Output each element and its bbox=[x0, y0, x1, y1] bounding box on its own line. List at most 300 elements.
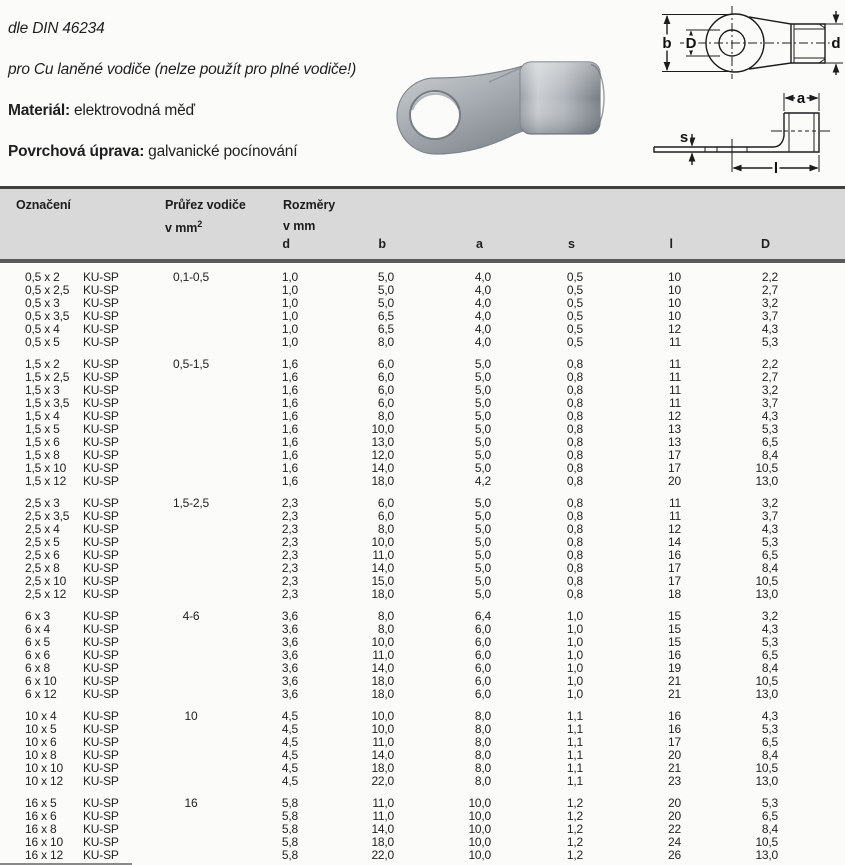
table-row bbox=[25, 849, 845, 862]
cell-s: 1,2 bbox=[566, 809, 583, 823]
cell-l: 10 bbox=[668, 283, 681, 297]
col-header-cross-section: Průřez vodiče bbox=[165, 198, 246, 212]
cell-d: 1,0 bbox=[281, 296, 298, 310]
cell-a: 5,0 bbox=[474, 535, 491, 549]
table-row bbox=[25, 462, 845, 475]
material-value: elektrovodná měď bbox=[73, 102, 195, 119]
cell-designation-size: 2,5 x 5 bbox=[25, 535, 60, 549]
cell-s: 1,0 bbox=[566, 635, 583, 649]
cell-cross-section bbox=[143, 849, 239, 862]
cell-designation-type: KU-SP bbox=[83, 561, 119, 575]
cell-d: 4,5 bbox=[281, 774, 298, 788]
cell-designation-size: 6 x 12 bbox=[25, 687, 57, 701]
dim-label-d: d bbox=[831, 35, 841, 52]
cell-d: 3,6 bbox=[281, 687, 298, 701]
cell-s: 0,8 bbox=[566, 509, 583, 523]
cell-designation-type: KU-SP bbox=[83, 835, 119, 849]
cell-designation-size: 2,5 x 4 bbox=[25, 522, 60, 536]
cell-a: 5,0 bbox=[474, 496, 491, 510]
cell-l: 11 bbox=[668, 357, 681, 371]
surface-line bbox=[8, 143, 297, 161]
cell-d: 1,6 bbox=[281, 435, 298, 449]
cell-b: 8,0 bbox=[377, 522, 394, 536]
cell-b: 18,0 bbox=[371, 761, 394, 775]
cell-D: 10,5 bbox=[755, 574, 778, 588]
product-photo bbox=[373, 38, 623, 186]
cell-designation-type: KU-SP bbox=[83, 587, 119, 601]
cell-l: 16 bbox=[668, 548, 681, 562]
cell-a: 5,0 bbox=[474, 357, 491, 371]
cell-b: 11,0 bbox=[372, 548, 394, 562]
cell-a: 8,0 bbox=[474, 709, 491, 723]
table-row bbox=[25, 271, 845, 284]
cell-cross-section bbox=[143, 649, 239, 662]
cell-a: 10,0 bbox=[468, 822, 491, 836]
cell-designation-type: KU-SP bbox=[83, 661, 119, 675]
cell-a: 5,0 bbox=[474, 522, 491, 536]
cell-D: 5,3 bbox=[761, 722, 778, 736]
cell-l: 17 bbox=[668, 448, 681, 462]
table-row bbox=[25, 575, 845, 588]
cell-designation-type: KU-SP bbox=[83, 322, 119, 336]
cell-D: 3,7 bbox=[761, 396, 778, 410]
cell-l: 15 bbox=[668, 635, 681, 649]
cell-d: 5,8 bbox=[281, 809, 298, 823]
table-row bbox=[25, 510, 845, 523]
material-label: Materiál: bbox=[8, 102, 70, 119]
cell-a: 5,0 bbox=[474, 461, 491, 475]
cell-b: 10,0 bbox=[371, 535, 394, 549]
cell-cross-section bbox=[143, 423, 239, 436]
table-row bbox=[25, 397, 845, 410]
table-row bbox=[25, 662, 845, 675]
cell-l: 21 bbox=[668, 761, 681, 775]
cell-designation-type: KU-SP bbox=[83, 648, 119, 662]
cell-l: 20 bbox=[668, 474, 681, 488]
cell-designation-type: KU-SP bbox=[83, 448, 119, 462]
cell-cross-section bbox=[143, 510, 239, 523]
cell-l: 21 bbox=[668, 687, 681, 701]
cell-l: 17 bbox=[668, 574, 681, 588]
cell-d: 3,6 bbox=[281, 648, 298, 662]
cell-d: 1,6 bbox=[281, 448, 298, 462]
cell-designation-type: KU-SP bbox=[83, 809, 119, 823]
table-row bbox=[25, 475, 845, 488]
cell-d: 4,5 bbox=[281, 735, 298, 749]
cell-d: 2,3 bbox=[281, 548, 298, 562]
cell-d: 3,6 bbox=[281, 661, 298, 675]
cell-b: 8,0 bbox=[377, 409, 394, 423]
cell-d: 2,3 bbox=[281, 535, 298, 549]
cell-s: 0,5 bbox=[566, 322, 583, 336]
cell-a: 6,0 bbox=[474, 635, 491, 649]
table-row bbox=[25, 775, 845, 788]
cell-D: 3,7 bbox=[761, 309, 778, 323]
dim-label-D: D bbox=[685, 35, 697, 52]
cell-designation-type: KU-SP bbox=[83, 548, 119, 562]
cell-a: 5,0 bbox=[474, 587, 491, 601]
cell-d: 3,6 bbox=[281, 609, 298, 623]
cell-d: 4,5 bbox=[281, 748, 298, 762]
cell-s: 1,1 bbox=[566, 748, 583, 762]
table-row bbox=[25, 549, 845, 562]
table-row bbox=[25, 675, 845, 688]
cell-D: 10,5 bbox=[755, 835, 778, 849]
cell-d: 3,6 bbox=[281, 674, 298, 688]
cell-D: 4,3 bbox=[761, 522, 778, 536]
cell-l: 10 bbox=[668, 270, 681, 284]
table-row bbox=[25, 736, 845, 749]
cell-cross-section bbox=[143, 588, 239, 601]
cell-designation-type: KU-SP bbox=[83, 822, 119, 836]
cell-a: 10,0 bbox=[468, 796, 491, 810]
table-header bbox=[0, 186, 845, 263]
cell-s: 1,1 bbox=[566, 774, 583, 788]
cell-a: 8,0 bbox=[474, 748, 491, 762]
cell-cross-section bbox=[143, 436, 239, 449]
cell-designation-size: 1,5 x 12 bbox=[25, 474, 67, 488]
cell-l: 10 bbox=[668, 296, 681, 310]
cell-b: 8,0 bbox=[377, 609, 394, 623]
cell-designation-size: 2,5 x 12 bbox=[25, 587, 67, 601]
cell-D: 6,5 bbox=[761, 809, 778, 823]
cell-cross-section bbox=[143, 410, 239, 423]
cell-s: 0,8 bbox=[566, 422, 583, 436]
cell-l: 20 bbox=[668, 748, 681, 762]
cell-designation-size: 2,5 x 3 bbox=[25, 496, 60, 510]
surface-value: galvanické pocínování bbox=[148, 143, 298, 160]
col-header-l: l bbox=[669, 237, 673, 251]
cell-d: 1,0 bbox=[281, 335, 298, 349]
cell-designation-type: KU-SP bbox=[83, 535, 119, 549]
cell-b: 18,0 bbox=[371, 687, 394, 701]
cell-D: 13,0 bbox=[755, 848, 778, 862]
cell-designation-size: 16 x 12 bbox=[25, 848, 63, 862]
table-row bbox=[25, 810, 845, 823]
cell-designation-type: KU-SP bbox=[83, 461, 119, 475]
cell-s: 0,8 bbox=[566, 574, 583, 588]
cell-l: 16 bbox=[668, 709, 681, 723]
cell-l: 11 bbox=[668, 370, 681, 384]
cell-D: 5,3 bbox=[761, 635, 778, 649]
cell-a: 4,0 bbox=[474, 309, 491, 323]
cell-b: 5,0 bbox=[377, 296, 394, 310]
cell-cross-section: 4-6 bbox=[182, 609, 200, 623]
cell-designation-type: KU-SP bbox=[83, 761, 119, 775]
cell-cross-section: 0,1-0,5 bbox=[173, 270, 209, 284]
cell-s: 0,8 bbox=[566, 435, 583, 449]
cell-a: 4,0 bbox=[474, 283, 491, 297]
cell-designation-type: KU-SP bbox=[83, 283, 119, 297]
cell-b: 22,0 bbox=[371, 848, 394, 862]
cell-D: 4,3 bbox=[761, 322, 778, 336]
table-row bbox=[25, 336, 845, 349]
cell-designation-size: 0,5 x 2,5 bbox=[25, 283, 70, 297]
cell-cross-section bbox=[143, 749, 239, 762]
cell-cross-section bbox=[143, 810, 239, 823]
cell-a: 10,0 bbox=[468, 835, 491, 849]
cell-l: 15 bbox=[668, 622, 681, 636]
cell-d: 5,8 bbox=[281, 796, 298, 810]
cell-designation-size: 1,5 x 8 bbox=[25, 448, 60, 462]
cell-designation-type: KU-SP bbox=[83, 687, 119, 701]
cell-designation-size: 16 x 5 bbox=[25, 796, 57, 810]
cell-designation-type: KU-SP bbox=[83, 574, 119, 588]
cell-cross-section: 10 bbox=[184, 709, 198, 723]
cell-designation-size: 6 x 8 bbox=[25, 661, 51, 675]
cell-b: 6,0 bbox=[377, 357, 394, 371]
cell-a: 6,0 bbox=[474, 622, 491, 636]
cell-designation-type: KU-SP bbox=[83, 474, 119, 488]
cell-b: 5,0 bbox=[377, 270, 394, 284]
cell-D: 3,2 bbox=[761, 296, 778, 310]
cell-b: 22,0 bbox=[371, 774, 394, 788]
cell-designation-type: KU-SP bbox=[83, 357, 119, 371]
cell-d: 1,0 bbox=[281, 283, 298, 297]
cell-l: 14 bbox=[668, 535, 681, 549]
cell-designation-size: 0,5 x 3 bbox=[25, 296, 60, 310]
cell-D: 2,2 bbox=[761, 357, 778, 371]
size-group bbox=[25, 797, 845, 862]
cell-designation-size: 6 x 3 bbox=[25, 609, 51, 623]
cell-D: 8,4 bbox=[761, 448, 778, 462]
cell-a: 6,0 bbox=[474, 687, 491, 701]
cell-a: 5,0 bbox=[474, 370, 491, 384]
cell-d: 1,6 bbox=[281, 409, 298, 423]
cell-cross-section bbox=[143, 775, 239, 788]
cell-cross-section bbox=[143, 688, 239, 701]
cell-a: 8,0 bbox=[474, 774, 491, 788]
cell-l: 22 bbox=[668, 822, 681, 836]
cell-designation-size: 2,5 x 6 bbox=[25, 548, 60, 562]
cell-D: 2,7 bbox=[761, 283, 778, 297]
cell-l: 13 bbox=[668, 435, 681, 449]
table-row bbox=[25, 536, 845, 549]
cell-designation-size: 0,5 x 3,5 bbox=[25, 309, 70, 323]
cell-a: 5,0 bbox=[474, 435, 491, 449]
cell-l: 19 bbox=[668, 661, 681, 675]
cell-designation-size: 1,5 x 5 bbox=[25, 422, 60, 436]
cell-b: 18,0 bbox=[371, 674, 394, 688]
cell-D: 8,4 bbox=[761, 822, 778, 836]
cell-a: 10,0 bbox=[468, 809, 491, 823]
table-row bbox=[25, 836, 845, 849]
cell-s: 1,2 bbox=[566, 835, 583, 849]
cell-b: 12,0 bbox=[371, 448, 394, 462]
table-row bbox=[25, 588, 845, 601]
cell-designation-type: KU-SP bbox=[83, 635, 119, 649]
cell-designation-type: KU-SP bbox=[83, 370, 119, 384]
cell-cross-section bbox=[143, 762, 239, 775]
table-row bbox=[25, 649, 845, 662]
cell-l: 12 bbox=[668, 322, 681, 336]
cell-cross-section bbox=[143, 310, 239, 323]
cell-cross-section bbox=[143, 384, 239, 397]
cell-d: 2,3 bbox=[281, 522, 298, 536]
size-group bbox=[25, 358, 845, 488]
cell-designation-type: KU-SP bbox=[83, 674, 119, 688]
cell-designation-type: KU-SP bbox=[83, 396, 119, 410]
table-row bbox=[25, 749, 845, 762]
cell-d: 1,0 bbox=[281, 309, 298, 323]
din-standard-note: dle DIN 46234 bbox=[8, 20, 105, 37]
cell-d: 1,0 bbox=[281, 270, 298, 284]
cell-cross-section bbox=[143, 475, 239, 488]
cell-l: 26 bbox=[668, 848, 681, 862]
cell-d: 1,0 bbox=[281, 322, 298, 336]
cell-b: 6,0 bbox=[377, 383, 394, 397]
cell-cross-section bbox=[143, 371, 239, 384]
cell-D: 6,5 bbox=[761, 735, 778, 749]
cell-s: 0,5 bbox=[566, 335, 583, 349]
cell-a: 4,0 bbox=[474, 322, 491, 336]
cell-d: 2,3 bbox=[281, 574, 298, 588]
cell-a: 5,0 bbox=[474, 383, 491, 397]
dimension-diagram bbox=[648, 2, 845, 182]
cell-d: 1,6 bbox=[281, 396, 298, 410]
cell-d: 2,3 bbox=[281, 587, 298, 601]
cell-b: 8,0 bbox=[377, 335, 394, 349]
cell-b: 5,0 bbox=[377, 283, 394, 297]
cell-d: 2,3 bbox=[281, 561, 298, 575]
cell-s: 0,8 bbox=[566, 461, 583, 475]
cell-l: 15 bbox=[668, 609, 681, 623]
cell-l: 11 bbox=[668, 509, 681, 523]
cell-designation-type: KU-SP bbox=[83, 409, 119, 423]
cell-designation-type: KU-SP bbox=[83, 796, 119, 810]
cell-s: 0,5 bbox=[566, 296, 583, 310]
cell-cross-section bbox=[143, 675, 239, 688]
cell-designation-size: 6 x 5 bbox=[25, 635, 51, 649]
cell-s: 1,1 bbox=[566, 709, 583, 723]
cell-b: 11,0 bbox=[372, 809, 394, 823]
cell-designation-type: KU-SP bbox=[83, 748, 119, 762]
col-header-d: d bbox=[282, 237, 290, 251]
cell-d: 5,8 bbox=[281, 835, 298, 849]
cell-designation-size: 1,5 x 4 bbox=[25, 409, 60, 423]
cell-designation-type: KU-SP bbox=[83, 496, 119, 510]
cell-s: 0,8 bbox=[566, 561, 583, 575]
cell-d: 5,8 bbox=[281, 848, 298, 862]
cell-s: 1,0 bbox=[566, 661, 583, 675]
cell-D: 3,2 bbox=[761, 383, 778, 397]
size-group bbox=[25, 497, 845, 601]
cell-D: 6,5 bbox=[761, 435, 778, 449]
table-row bbox=[25, 797, 845, 810]
cell-d: 1,6 bbox=[281, 422, 298, 436]
cell-D: 13,0 bbox=[755, 474, 778, 488]
table-row bbox=[25, 523, 845, 536]
surface-label: Povrchová úprava: bbox=[8, 143, 145, 160]
cell-D: 5,3 bbox=[761, 422, 778, 436]
table-row bbox=[25, 423, 845, 436]
cell-l: 23 bbox=[668, 774, 681, 788]
material-line bbox=[8, 102, 195, 120]
cell-designation-size: 10 x 4 bbox=[25, 709, 57, 723]
cell-s: 0,8 bbox=[566, 357, 583, 371]
cell-designation-size: 2,5 x 8 bbox=[25, 561, 60, 575]
cell-cross-section bbox=[143, 297, 239, 310]
col-header-designation: Označení bbox=[16, 198, 71, 212]
cell-l: 12 bbox=[668, 522, 681, 536]
cell-b: 6,0 bbox=[377, 509, 394, 523]
cell-b: 18,0 bbox=[371, 474, 394, 488]
cell-a: 8,0 bbox=[474, 735, 491, 749]
cell-designation-type: KU-SP bbox=[83, 422, 119, 436]
cell-b: 13,0 bbox=[371, 435, 394, 449]
cell-designation-size: 1,5 x 6 bbox=[25, 435, 60, 449]
cell-designation-type: KU-SP bbox=[83, 774, 119, 788]
cell-l: 16 bbox=[668, 722, 681, 736]
cell-d: 2,3 bbox=[281, 496, 298, 510]
cell-s: 1,0 bbox=[566, 648, 583, 662]
cell-designation-size: 1,5 x 2 bbox=[25, 357, 60, 371]
usage-note: pro Cu laněné vodiče (nelze použít pro plné vodiče!) bbox=[8, 61, 357, 78]
cell-D: 5,3 bbox=[761, 335, 778, 349]
cell-l: 11 bbox=[668, 335, 681, 349]
cell-designation-type: KU-SP bbox=[83, 709, 119, 723]
cell-designation-size: 1,5 x 3 bbox=[25, 383, 60, 397]
cell-d: 2,3 bbox=[281, 509, 298, 523]
cell-cross-section bbox=[143, 523, 239, 536]
table-row bbox=[25, 636, 845, 649]
cell-cross-section bbox=[143, 536, 239, 549]
cell-b: 10,0 bbox=[371, 722, 394, 736]
cell-cross-section bbox=[143, 449, 239, 462]
table-row bbox=[25, 710, 845, 723]
cell-s: 0,5 bbox=[566, 283, 583, 297]
cell-a: 10,0 bbox=[468, 848, 491, 862]
table-row bbox=[25, 610, 845, 623]
table-row bbox=[25, 823, 845, 836]
cell-D: 8,4 bbox=[761, 661, 778, 675]
table-row bbox=[25, 297, 845, 310]
cell-a: 4,0 bbox=[474, 296, 491, 310]
cell-designation-size: 16 x 10 bbox=[25, 835, 63, 849]
cell-l: 20 bbox=[668, 796, 681, 810]
cell-s: 0,8 bbox=[566, 548, 583, 562]
table-row bbox=[25, 449, 845, 462]
col-header-D: D bbox=[760, 237, 770, 251]
cell-s: 1,0 bbox=[566, 609, 583, 623]
cell-s: 0,8 bbox=[566, 587, 583, 601]
cell-a: 4,2 bbox=[474, 474, 491, 488]
cell-cross-section bbox=[143, 336, 239, 349]
cell-a: 8,0 bbox=[474, 722, 491, 736]
cell-designation-size: 2,5 x 10 bbox=[25, 574, 67, 588]
cell-designation-type: KU-SP bbox=[83, 335, 119, 349]
table-row bbox=[25, 688, 845, 701]
cell-designation-size: 10 x 10 bbox=[25, 761, 63, 775]
cell-D: 10,5 bbox=[755, 461, 778, 475]
cell-s: 0,8 bbox=[566, 383, 583, 397]
cell-b: 6,0 bbox=[377, 396, 394, 410]
cell-designation-size: 10 x 5 bbox=[25, 722, 57, 736]
cell-cross-section bbox=[143, 549, 239, 562]
cell-s: 1,1 bbox=[566, 722, 583, 736]
cell-a: 6,0 bbox=[474, 661, 491, 675]
table-row bbox=[25, 410, 845, 423]
cell-D: 8,4 bbox=[761, 561, 778, 575]
cell-b: 10,0 bbox=[371, 709, 394, 723]
table-row bbox=[25, 497, 845, 510]
cell-s: 1,0 bbox=[566, 674, 583, 688]
cell-b: 18,0 bbox=[371, 835, 394, 849]
cell-a: 5,0 bbox=[474, 548, 491, 562]
cell-cross-section bbox=[143, 736, 239, 749]
table-body bbox=[0, 263, 845, 865]
cell-cross-section bbox=[143, 662, 239, 675]
